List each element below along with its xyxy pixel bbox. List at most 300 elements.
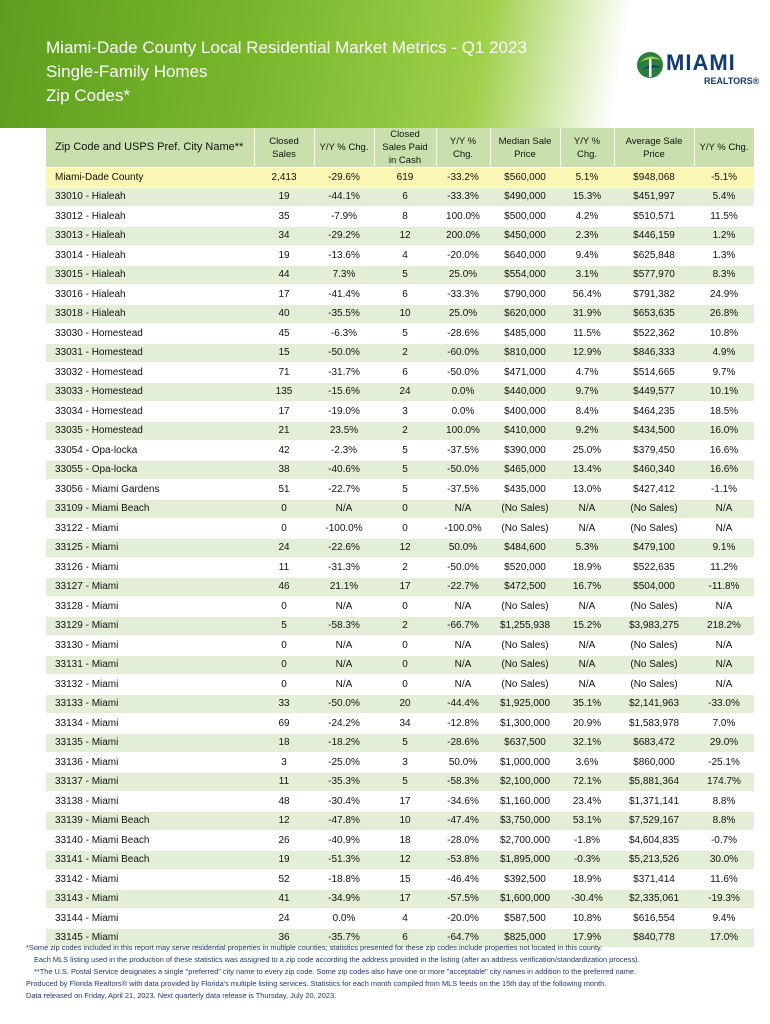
paid-in-cash-cell: 4 — [374, 246, 436, 266]
yoy-cash-cell: N/A — [436, 636, 490, 656]
table-row — [46, 265, 754, 285]
paid-in-cash-cell: 17 — [374, 889, 436, 909]
closed-sales-cell: 35 — [254, 207, 314, 227]
zip-cell: 33145 - Miami — [46, 928, 254, 947]
median-price-cell: (No Sales) — [490, 655, 560, 675]
zip-cell: 33137 - Miami — [46, 772, 254, 792]
zip-cell: 33129 - Miami — [46, 616, 254, 636]
yoy-closed-sales-cell: 7.3% — [314, 265, 374, 285]
yoy-median-cell: 53.1% — [560, 811, 614, 831]
average-price-cell: $451,997 — [614, 187, 694, 207]
average-price-cell: (No Sales) — [614, 597, 694, 617]
average-price-cell: $522,635 — [614, 558, 694, 578]
yoy-average-cell: 18.5% — [694, 402, 754, 422]
yoy-cash-cell: 100.0% — [436, 421, 490, 441]
table-row — [46, 363, 754, 383]
zip-cell: 33136 - Miami — [46, 753, 254, 773]
footnote-4: Produced by Florida Realtors® with data provided by Florida's multiple listing services. Statistics for each month compiled from MLS feeds on the 15th day of the following month. — [26, 979, 607, 988]
zip-cell: 33013 - Hialeah — [46, 226, 254, 246]
table-row — [46, 226, 754, 246]
yoy-median-cell: 20.9% — [560, 714, 614, 734]
closed-sales-cell: 11 — [254, 772, 314, 792]
yoy-average-cell: 11.2% — [694, 558, 754, 578]
yoy-median-cell: 15.2% — [560, 616, 614, 636]
zip-cell: 33010 - Hialeah — [46, 187, 254, 207]
yoy-closed-sales-cell: -22.6% — [314, 538, 374, 558]
median-price-cell: $587,500 — [490, 909, 560, 929]
yoy-cash-cell: -44.4% — [436, 694, 490, 714]
table-row — [46, 207, 754, 227]
yoy-cash-cell: -20.0% — [436, 246, 490, 266]
median-price-cell: $1,000,000 — [490, 753, 560, 773]
yoy-closed-sales-cell: N/A — [314, 499, 374, 519]
paid-in-cash-cell: 8 — [374, 207, 436, 227]
zip-cell: 33030 - Homestead — [46, 324, 254, 344]
average-price-cell: $460,340 — [614, 460, 694, 480]
closed-sales-cell: 24 — [254, 909, 314, 929]
paid-in-cash-cell: 2 — [374, 616, 436, 636]
zip-cell: 33144 - Miami — [46, 909, 254, 929]
median-price-cell: (No Sales) — [490, 597, 560, 617]
yoy-median-cell: 72.1% — [560, 772, 614, 792]
yoy-cash-cell: -28.0% — [436, 831, 490, 851]
closed-sales-cell: 17 — [254, 285, 314, 305]
closed-sales-cell: 24 — [254, 538, 314, 558]
median-price-cell: $620,000 — [490, 304, 560, 324]
footnote-2: Each MLS listing used in the production of these statistics was assigned to a zip code according the address provided in the listing (after an address verification/standardization process). — [34, 955, 640, 964]
yoy-median-cell: 3.1% — [560, 265, 614, 285]
yoy-average-cell: 9.4% — [694, 909, 754, 929]
median-price-cell: (No Sales) — [490, 499, 560, 519]
table-row — [46, 324, 754, 344]
table-row — [46, 675, 754, 695]
average-price-cell: $379,450 — [614, 441, 694, 461]
yoy-cash-cell: 0.0% — [436, 402, 490, 422]
yoy-closed-sales-cell: -24.2% — [314, 714, 374, 734]
yoy-median-cell: 18.9% — [560, 558, 614, 578]
table-body — [46, 168, 754, 948]
yoy-average-cell: -0.7% — [694, 831, 754, 851]
closed-sales-cell: 51 — [254, 480, 314, 500]
yoy-closed-sales-cell: -15.6% — [314, 382, 374, 402]
yoy-cash-cell: -100.0% — [436, 519, 490, 539]
table-row — [46, 655, 754, 675]
average-price-cell: $791,382 — [614, 285, 694, 305]
closed-sales-cell: 21 — [254, 421, 314, 441]
col-header-closed-sales: Closed Sales — [254, 128, 314, 168]
closed-sales-cell: 19 — [254, 187, 314, 207]
yoy-average-cell: -33.0% — [694, 694, 754, 714]
zip-cell: 33127 - Miami — [46, 577, 254, 597]
footnote-5: Data released on Friday, April 21, 2023. Next quarterly data release is Thursday, July 20, 2023. — [26, 991, 337, 1000]
average-price-cell: $449,577 — [614, 382, 694, 402]
closed-sales-cell: 40 — [254, 304, 314, 324]
yoy-median-cell: 5.1% — [560, 168, 614, 188]
yoy-cash-cell: -33.3% — [436, 285, 490, 305]
zip-cell: 33142 - Miami — [46, 870, 254, 890]
yoy-median-cell: N/A — [560, 499, 614, 519]
zip-cell: 33141 - Miami Beach — [46, 850, 254, 870]
median-price-cell: $471,000 — [490, 363, 560, 383]
yoy-cash-cell: 200.0% — [436, 226, 490, 246]
average-price-cell: $4,604,835 — [614, 831, 694, 851]
zip-cell: 33018 - Hialeah — [46, 304, 254, 324]
closed-sales-cell: 42 — [254, 441, 314, 461]
zip-cell: 33033 - Homestead — [46, 382, 254, 402]
yoy-closed-sales-cell: -22.7% — [314, 480, 374, 500]
zip-cell: 33128 - Miami — [46, 597, 254, 617]
yoy-average-cell: N/A — [694, 655, 754, 675]
median-price-cell: $1,600,000 — [490, 889, 560, 909]
yoy-average-cell: -11.8% — [694, 577, 754, 597]
table-row — [46, 889, 754, 909]
paid-in-cash-cell: 619 — [374, 168, 436, 188]
col-header-yoy-average: Y/Y % Chg. — [694, 128, 754, 168]
closed-sales-cell: 3 — [254, 753, 314, 773]
yoy-median-cell: 9.7% — [560, 382, 614, 402]
average-price-cell: $625,848 — [614, 246, 694, 266]
average-price-cell: $479,100 — [614, 538, 694, 558]
paid-in-cash-cell: 5 — [374, 480, 436, 500]
yoy-median-cell: 16.7% — [560, 577, 614, 597]
paid-in-cash-cell: 0 — [374, 519, 436, 539]
yoy-cash-cell: 25.0% — [436, 304, 490, 324]
yoy-closed-sales-cell: -13.6% — [314, 246, 374, 266]
median-price-cell: (No Sales) — [490, 675, 560, 695]
paid-in-cash-cell: 15 — [374, 870, 436, 890]
yoy-median-cell: 9.4% — [560, 246, 614, 266]
median-price-cell: $390,000 — [490, 441, 560, 461]
table-row — [46, 870, 754, 890]
title-line-2: Single-Family Homes — [46, 62, 208, 81]
closed-sales-cell: 5 — [254, 616, 314, 636]
zip-cell: 33055 - Opa-locka — [46, 460, 254, 480]
median-price-cell: $1,925,000 — [490, 694, 560, 714]
median-price-cell: $485,000 — [490, 324, 560, 344]
closed-sales-cell: 15 — [254, 343, 314, 363]
closed-sales-cell: 41 — [254, 889, 314, 909]
yoy-average-cell: 7.0% — [694, 714, 754, 734]
median-price-cell: $825,000 — [490, 928, 560, 947]
table-row — [46, 480, 754, 500]
median-price-cell: $790,000 — [490, 285, 560, 305]
yoy-closed-sales-cell: -40.9% — [314, 831, 374, 851]
average-price-cell: (No Sales) — [614, 655, 694, 675]
table-row — [46, 694, 754, 714]
yoy-median-cell: -30.4% — [560, 889, 614, 909]
zip-cell: 33016 - Hialeah — [46, 285, 254, 305]
median-price-cell: $450,000 — [490, 226, 560, 246]
paid-in-cash-cell: 4 — [374, 909, 436, 929]
median-price-cell: $640,000 — [490, 246, 560, 266]
yoy-average-cell: 30.0% — [694, 850, 754, 870]
table-row — [46, 909, 754, 929]
yoy-cash-cell: -58.3% — [436, 772, 490, 792]
col-header-paid-in-cash: Closed Sales Paid in Cash — [374, 128, 436, 168]
average-price-cell: $3,983,275 — [614, 616, 694, 636]
paid-in-cash-cell: 3 — [374, 402, 436, 422]
yoy-median-cell: 32.1% — [560, 733, 614, 753]
yoy-cash-cell: -60.0% — [436, 343, 490, 363]
table-row — [46, 246, 754, 266]
median-price-cell: $1,255,938 — [490, 616, 560, 636]
median-price-cell: $410,000 — [490, 421, 560, 441]
table-row — [46, 304, 754, 324]
median-price-cell: $440,000 — [490, 382, 560, 402]
median-price-cell: $2,700,000 — [490, 831, 560, 851]
table-row — [46, 538, 754, 558]
paid-in-cash-cell: 12 — [374, 850, 436, 870]
paid-in-cash-cell: 2 — [374, 343, 436, 363]
yoy-closed-sales-cell: N/A — [314, 655, 374, 675]
average-price-cell: $577,970 — [614, 265, 694, 285]
yoy-closed-sales-cell: N/A — [314, 597, 374, 617]
yoy-closed-sales-cell: -18.2% — [314, 733, 374, 753]
title-line-3: Zip Codes* — [46, 86, 131, 105]
yoy-closed-sales-cell: -44.1% — [314, 187, 374, 207]
yoy-median-cell: 5.3% — [560, 538, 614, 558]
paid-in-cash-cell: 17 — [374, 577, 436, 597]
average-price-cell: $653,635 — [614, 304, 694, 324]
yoy-average-cell: 9.7% — [694, 363, 754, 383]
table-header-row — [46, 128, 754, 168]
median-price-cell: $400,000 — [490, 402, 560, 422]
median-price-cell: $554,000 — [490, 265, 560, 285]
table-row — [46, 577, 754, 597]
table-row — [46, 460, 754, 480]
yoy-closed-sales-cell: -31.3% — [314, 558, 374, 578]
yoy-closed-sales-cell: -19.0% — [314, 402, 374, 422]
yoy-median-cell: N/A — [560, 597, 614, 617]
title-line-1: Miami-Dade County Local Residential Market Metrics - Q1 2023 — [46, 38, 527, 57]
paid-in-cash-cell: 34 — [374, 714, 436, 734]
zip-cell: 33034 - Homestead — [46, 402, 254, 422]
header-banner — [0, 0, 770, 128]
zip-cell: 33139 - Miami Beach — [46, 811, 254, 831]
paid-in-cash-cell: 6 — [374, 928, 436, 947]
table-row — [46, 714, 754, 734]
yoy-average-cell: 1.3% — [694, 246, 754, 266]
yoy-median-cell: 3.6% — [560, 753, 614, 773]
median-price-cell: $500,000 — [490, 207, 560, 227]
yoy-median-cell: 8.4% — [560, 402, 614, 422]
table-row — [46, 402, 754, 422]
yoy-closed-sales-cell: -41.4% — [314, 285, 374, 305]
yoy-closed-sales-cell: -50.0% — [314, 694, 374, 714]
yoy-cash-cell: -50.0% — [436, 558, 490, 578]
average-price-cell: (No Sales) — [614, 499, 694, 519]
closed-sales-cell: 71 — [254, 363, 314, 383]
yoy-median-cell: 10.8% — [560, 909, 614, 929]
yoy-average-cell: -25.1% — [694, 753, 754, 773]
zip-cell: 33133 - Miami — [46, 694, 254, 714]
closed-sales-cell: 19 — [254, 246, 314, 266]
col-header-yoy-cash: Y/Y % Chg. — [436, 128, 490, 168]
yoy-median-cell: 13.0% — [560, 480, 614, 500]
yoy-average-cell: 11.5% — [694, 207, 754, 227]
yoy-closed-sales-cell: 23.5% — [314, 421, 374, 441]
closed-sales-cell: 0 — [254, 655, 314, 675]
table-row — [46, 753, 754, 773]
yoy-closed-sales-cell: -47.8% — [314, 811, 374, 831]
zip-cell: Miami-Dade County — [46, 168, 254, 188]
average-price-cell: $504,000 — [614, 577, 694, 597]
zip-cell: 33134 - Miami — [46, 714, 254, 734]
yoy-cash-cell: -12.8% — [436, 714, 490, 734]
average-price-cell: $371,414 — [614, 870, 694, 890]
yoy-closed-sales-cell: -100.0% — [314, 519, 374, 539]
yoy-average-cell: N/A — [694, 636, 754, 656]
average-price-cell: $840,778 — [614, 928, 694, 947]
average-price-cell: $1,583,978 — [614, 714, 694, 734]
average-price-cell: $860,000 — [614, 753, 694, 773]
col-header-yoy-median: Y/Y % Chg. — [560, 128, 614, 168]
county-total-row — [46, 168, 754, 188]
average-price-cell: $5,213,526 — [614, 850, 694, 870]
yoy-average-cell: 16.6% — [694, 441, 754, 461]
yoy-average-cell: 24.9% — [694, 285, 754, 305]
yoy-cash-cell: N/A — [436, 675, 490, 695]
zip-cell: 33054 - Opa-locka — [46, 441, 254, 461]
median-price-cell: $465,000 — [490, 460, 560, 480]
yoy-cash-cell: -64.7% — [436, 928, 490, 947]
yoy-median-cell: N/A — [560, 675, 614, 695]
median-price-cell: $435,000 — [490, 480, 560, 500]
yoy-average-cell: 9.1% — [694, 538, 754, 558]
table-row — [46, 811, 754, 831]
paid-in-cash-cell: 2 — [374, 421, 436, 441]
yoy-average-cell: -5.1% — [694, 168, 754, 188]
paid-in-cash-cell: 5 — [374, 460, 436, 480]
closed-sales-cell: 52 — [254, 870, 314, 890]
yoy-cash-cell: 50.0% — [436, 538, 490, 558]
yoy-average-cell: 17.0% — [694, 928, 754, 947]
palm-tree-logo-icon — [634, 50, 668, 80]
table-row — [46, 382, 754, 402]
table-row — [46, 772, 754, 792]
yoy-closed-sales-cell: -35.3% — [314, 772, 374, 792]
yoy-median-cell: 4.2% — [560, 207, 614, 227]
yoy-closed-sales-cell: -51.3% — [314, 850, 374, 870]
yoy-cash-cell: -20.0% — [436, 909, 490, 929]
zip-cell: 33012 - Hialeah — [46, 207, 254, 227]
table-row — [46, 597, 754, 617]
median-price-cell: $1,300,000 — [490, 714, 560, 734]
report-title — [46, 36, 527, 108]
paid-in-cash-cell: 5 — [374, 441, 436, 461]
paid-in-cash-cell: 5 — [374, 324, 436, 344]
table-row — [46, 733, 754, 753]
median-price-cell: $484,600 — [490, 538, 560, 558]
yoy-closed-sales-cell: -35.7% — [314, 928, 374, 947]
zip-cell: 33109 - Miami Beach — [46, 499, 254, 519]
table-row — [46, 285, 754, 305]
average-price-cell: (No Sales) — [614, 636, 694, 656]
paid-in-cash-cell: 12 — [374, 226, 436, 246]
average-price-cell: $5,881,364 — [614, 772, 694, 792]
yoy-closed-sales-cell: -31.7% — [314, 363, 374, 383]
table-row — [46, 831, 754, 851]
zip-cell: 33035 - Homestead — [46, 421, 254, 441]
table-row — [46, 187, 754, 207]
closed-sales-cell: 33 — [254, 694, 314, 714]
footnote-3: **The U.S. Postal Service designates a single "preferred" city name to every zip code. Some zip codes also have one or more "acceptable" city names in addition to the preferred name. — [34, 967, 637, 976]
yoy-median-cell: 25.0% — [560, 441, 614, 461]
paid-in-cash-cell: 10 — [374, 304, 436, 324]
yoy-average-cell: 174.7% — [694, 772, 754, 792]
yoy-average-cell: 29.0% — [694, 733, 754, 753]
yoy-cash-cell: -46.4% — [436, 870, 490, 890]
yoy-cash-cell: -53.8% — [436, 850, 490, 870]
table-row — [46, 441, 754, 461]
yoy-average-cell: N/A — [694, 499, 754, 519]
yoy-average-cell: 8.8% — [694, 811, 754, 831]
yoy-cash-cell: -28.6% — [436, 733, 490, 753]
median-price-cell: $810,000 — [490, 343, 560, 363]
col-header-average-price: Average Sale Price — [614, 128, 694, 168]
average-price-cell: $7,529,167 — [614, 811, 694, 831]
yoy-cash-cell: -37.5% — [436, 441, 490, 461]
closed-sales-cell: 0 — [254, 597, 314, 617]
paid-in-cash-cell: 17 — [374, 792, 436, 812]
paid-in-cash-cell: 5 — [374, 733, 436, 753]
yoy-average-cell: -1.1% — [694, 480, 754, 500]
zip-cell: 33143 - Miami — [46, 889, 254, 909]
paid-in-cash-cell: 0 — [374, 597, 436, 617]
median-price-cell: $520,000 — [490, 558, 560, 578]
zip-cell: 33135 - Miami — [46, 733, 254, 753]
yoy-average-cell: 26.8% — [694, 304, 754, 324]
logo-subtitle: REALTORS® — [704, 76, 760, 86]
yoy-cash-cell: -37.5% — [436, 480, 490, 500]
average-price-cell: $2,335,061 — [614, 889, 694, 909]
closed-sales-cell: 2,413 — [254, 168, 314, 188]
yoy-cash-cell: 100.0% — [436, 207, 490, 227]
median-price-cell: (No Sales) — [490, 519, 560, 539]
zip-cell: 33126 - Miami — [46, 558, 254, 578]
average-price-cell: $683,472 — [614, 733, 694, 753]
yoy-average-cell: 16.6% — [694, 460, 754, 480]
yoy-average-cell: N/A — [694, 597, 754, 617]
average-price-cell: $510,571 — [614, 207, 694, 227]
yoy-average-cell: -19.3% — [694, 889, 754, 909]
median-price-cell: $490,000 — [490, 187, 560, 207]
average-price-cell: $1,371,141 — [614, 792, 694, 812]
yoy-cash-cell: -28.6% — [436, 324, 490, 344]
closed-sales-cell: 17 — [254, 402, 314, 422]
yoy-average-cell: N/A — [694, 675, 754, 695]
yoy-closed-sales-cell: -29.6% — [314, 168, 374, 188]
closed-sales-cell: 135 — [254, 382, 314, 402]
closed-sales-cell: 44 — [254, 265, 314, 285]
zip-cell: 33122 - Miami — [46, 519, 254, 539]
paid-in-cash-cell: 0 — [374, 675, 436, 695]
average-price-cell: $446,159 — [614, 226, 694, 246]
zip-cell: 33031 - Homestead — [46, 343, 254, 363]
closed-sales-cell: 26 — [254, 831, 314, 851]
yoy-cash-cell: -57.5% — [436, 889, 490, 909]
table-row — [46, 850, 754, 870]
zip-cell: 33140 - Miami Beach — [46, 831, 254, 851]
zip-cell: 33132 - Miami — [46, 675, 254, 695]
closed-sales-cell: 0 — [254, 636, 314, 656]
yoy-cash-cell: -34.6% — [436, 792, 490, 812]
paid-in-cash-cell: 6 — [374, 285, 436, 305]
median-price-cell: (No Sales) — [490, 636, 560, 656]
yoy-closed-sales-cell: -29.2% — [314, 226, 374, 246]
yoy-closed-sales-cell: 0.0% — [314, 909, 374, 929]
yoy-closed-sales-cell: -40.6% — [314, 460, 374, 480]
